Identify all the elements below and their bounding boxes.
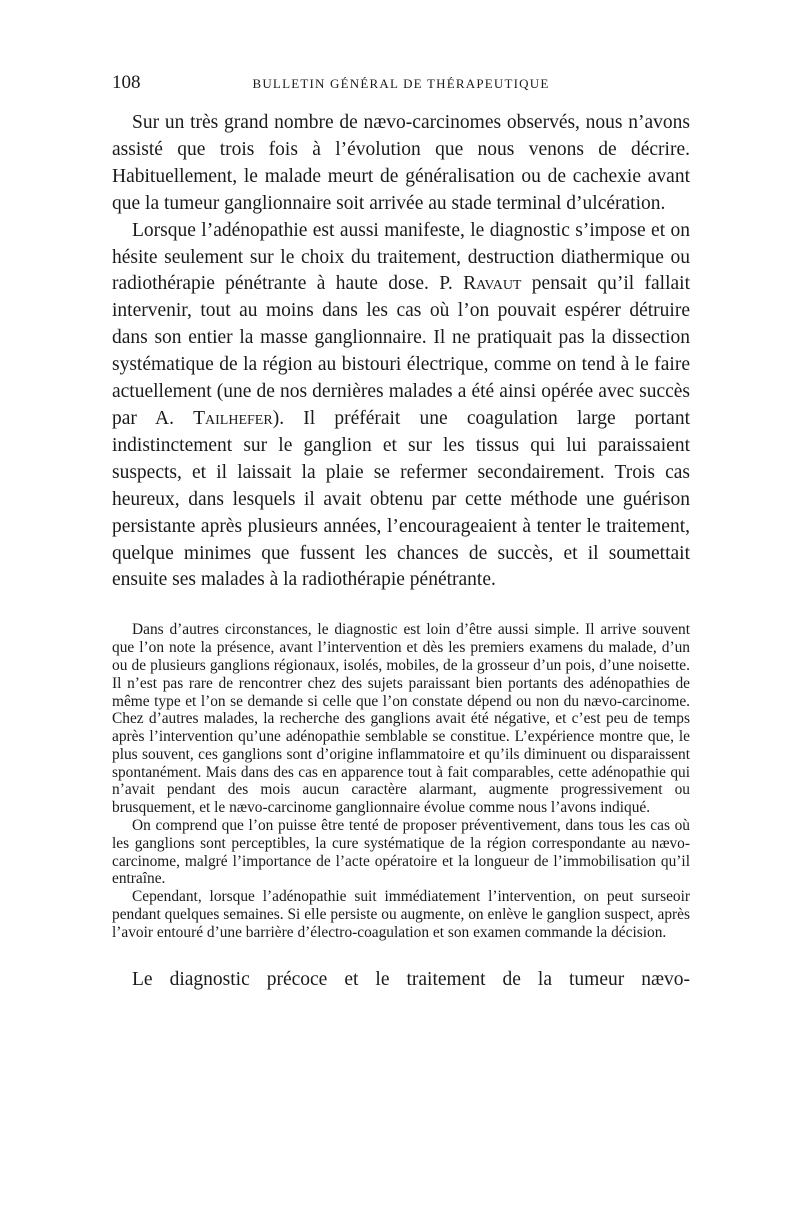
running-head	[112, 72, 690, 96]
book-page	[112, 72, 690, 994]
paragraph-1: Sur un très grand nombre de nævo-carcinomes observés, nous n’avons assisté que trois fois à l’évolution que nous venons de décrire. Habituellement, le malade meurt de généralisation ou de cachexie avant que la tumeur ganglionnaire soit arrivée au stade terminal d’ulcération.	[112, 112, 690, 214]
small-paragraph-3: Cependant, lorsque l’adénopathie suit immédiatement l’intervention, on peut surseoir pendant quelques semaines. Si elle persiste ou augmente, on enlève le ganglion suspect, après l’avoir entouré d’une barrière d’électro-coagulation et son examen commande la décision.	[112, 888, 690, 941]
author-name: Tailhefer	[193, 407, 273, 429]
paragraph-2-intro: Lorsque l’adénopathie est aussi manifeste, le diagnostic s’impose et on hésite seulement sur le choix du traitement, destruction diathermique ou radiothérapie pénétrante à haute dose. P.	[112, 219, 690, 295]
main-text	[112, 110, 690, 594]
small-paragraph-1: Dans d’autres circonstances, le diagnostic est loin d’être aussi simple. Il arrive souvent que l’on note la présence, avant l’intervention et dès les premiers examens du malade, d’un ou de plusieurs ganglions régionaux, isolés, mobiles, de la grosseur d’un pois, d’une noisette. Il n’est pas rare de rencontrer chez des sujets paraissant bien portants des adénopathies de même type et l’on se demande si celle que l’on constate dépend ou non du nævo-carcinome. Chez d’autres malades, la recherche des ganglions avait été négative, et c’est peu de temps après l’intervention qu’une adénopathie semblable se constitue. L’expérience montre que, le plus souvent, ces ganglions sont d’origine inflammatoire et qu’ils diminuent ou disparaissent spontanément. Mais dans des cas en apparence tout à fait comparables, cette adénopathie qui n’avait pendant des mois aucun caractère alarmant, augmente progressivement ou brusquement, et le nævo-carcinome ganglionnaire évolue comme nous l’avons indiqué.	[112, 621, 690, 817]
paragraph-2-middle: pensait qu’il fallait intervenir, tout au moins dans les cas où l’on pouvait espérer détruire dans son entier la masse ganglionnaire. Il ne pratiquait pas la dissection systématique de la région au bistouri électrique, comme on tend à le faire actuellement (une de nos dernières malades a été ainsi opérée avec succès par A.	[112, 273, 691, 429]
closing-line: Le diagnostic précoce et le traitement de la tumeur nævo-	[132, 968, 690, 990]
page-number: 108	[112, 72, 141, 93]
journal-title: BULLETIN GÉNÉRAL DE THÉRAPEUTIQUE	[252, 76, 550, 91]
small-paragraph-2: On comprend que l’on puisse être tenté de proposer préventivement, dans tous les cas où les ganglions sont perceptibles, la cure systématique de la région correspondante au nævo-carcinome, malgré l’importance de l’acte opératoire et la longueur de l’immobilisation qu’il entraîne.	[112, 817, 690, 888]
paragraph-2-end: ). Il préférait une coagulation large portant indistinctement sur le ganglion et sur les tissus qui lui paraissaient suspects, et il laissait la plaie se refermer secondairement. Trois cas heureux, dans lesquels il avait obtenu par cette méthode une guérison persistante après plusieurs années, l’encourageaient à tenter le traitement, quelque minimes que fussent les chances de succès, et il soumettait ensuite ses malades à la radiothérapie pénétrante.	[112, 407, 690, 591]
small-print-section	[112, 621, 690, 941]
author-name: Ravaut	[463, 273, 522, 295]
paragraph-2	[112, 218, 690, 595]
